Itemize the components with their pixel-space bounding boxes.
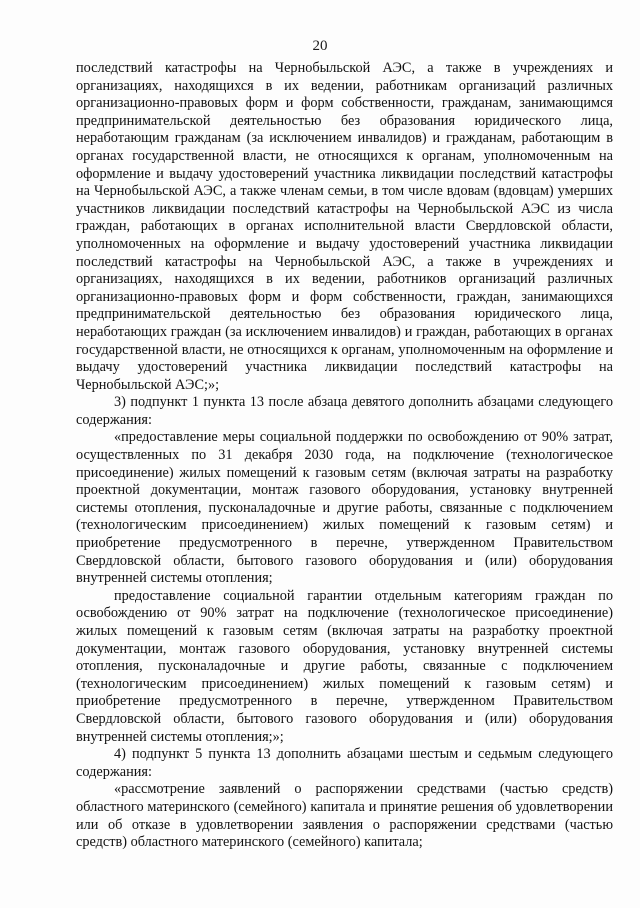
document-body (76, 60, 613, 852)
paragraph-quote-social-support: «предоставление меры социальной поддержки по освобождению от 90% затрат, осуществленных по 31 декабря 2030 года, на подключение (технологическое присоединение) жилых помещений к газовым сетям (включая затраты на разработку проектной документации, монтаж газового оборудования, установку внутренней системы отопления, пусконаладочные и другие работы, связанные с подключением (технологическим присоединением) жилых помещений к газовым сетям) и приобретение предусмотренного в перечне, утвержденном Правительством Свердловской области, бытового газового оборудования и (или) оборудования внутренней системы отопления; (76, 429, 613, 587)
paragraph-quote-maternal-capital: «рассмотрение заявлений о распоряжении средствами (частью средств) областного материнского (семейного) капитала и принятие решения об удовлетворении или об отказе в удовлетворении заявления о распоряжении средствами (частью средств) областного материнского (семейного) капитала; (76, 781, 613, 851)
paragraph-continuation: последствий катастрофы на Чернобыльской АЭС, а также в учреждениях и организациях, находящихся в их ведении, работникам организаций различных организационно-правовых форм и форм собственности, гражданам, занимающимся предпринимательской деятельностью без образования юридического лица, неработающим гражданам (за исключением инвалидов) и гражданам, работающим в органах государственной власти, не относящихся к органам, уполномоченным на оформление и выдачу удостоверений участника ликвидации последствий катастрофы на Чернобыльской АЭС, а также членам семьи, в том числе вдовам (вдовцам) умерших участников ликвидации последствий катастрофы на Чернобыльской АЭС из числа граждан, работающих в органах исполнительной власти Свердловской области, уполномоченных на оформление и выдачу удостоверений участника ликвидации последствий катастрофы на Чернобыльской АЭС, а также в учреждениях и организациях, находящихся в их ведении, работников организаций различных организационно-правовых форм и форм собственности, граждан, занимающихся предпринимательской деятельностью без образования юридического лица, неработающих граждан (за исключением инвалидов) и граждан, работающих в органах государственной власти, не относящихся к органам, уполномоченным на оформление и выдачу удостоверений участника ликвидации последствий катастрофы на Чернобыльской АЭС;»; (76, 60, 613, 393)
paragraph-item-4: 4) подпункт 5 пункта 13 дополнить абзацами шестым и седьмым следующего содержания: (76, 746, 613, 780)
paragraph-item-3: 3) подпункт 1 пункта 13 после абзаца девятого дополнить абзацами следующего содержания: (76, 394, 613, 428)
paragraph-social-guarantee: предоставление социальной гарантии отдельным категориям граждан по освобождению от 90% затрат на подключение (технологическое присоединение) жилых помещений к газовым сетям (включая затраты на разработку проектной документации, монтаж газового оборудования, установку внутренней системы отопления, пусконаладочные и другие работы, связанные с подключением (технологическим присоединением) жилых помещений к газовым сетям) и приобретение предусмотренного в перечне, утвержденном Правительством Свердловской области, бытового газового оборудования и (или) оборудования внутренней системы отопления;»; (76, 587, 613, 745)
page-number: 20 (312, 38, 328, 54)
